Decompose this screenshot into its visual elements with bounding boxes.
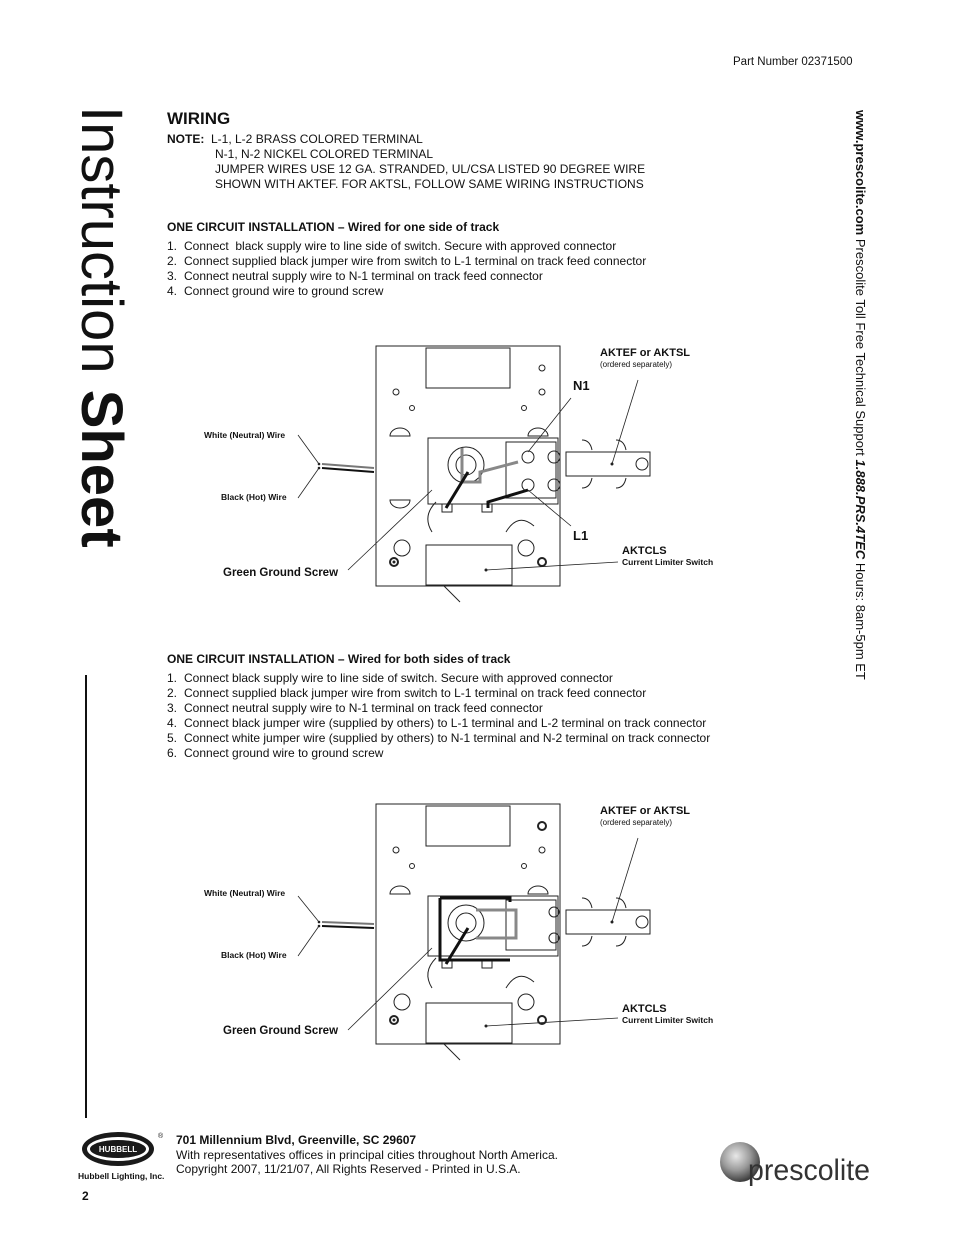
section1-steps	[167, 239, 646, 299]
ground-screw-label: Green Ground Screw	[223, 567, 339, 579]
connector-clip	[616, 478, 626, 488]
ground-wire-loop	[506, 976, 534, 988]
switch-body	[426, 545, 512, 585]
plate-tab-top	[426, 806, 510, 846]
black-jumper-wire	[446, 472, 528, 508]
keyhole-slot	[394, 540, 410, 556]
note-line: L-1, L-2 BRASS COLORED TERMINAL	[211, 132, 423, 146]
step-item: 4. Connect black jumper wire (supplied by others) to L-1 terminal and L-2 terminal on track connector	[167, 716, 707, 730]
svg-text:Instruction Sheet	[69, 106, 134, 548]
white-neutral-lead	[462, 448, 518, 482]
white-supply-wire	[322, 922, 374, 924]
plate-hole	[393, 847, 399, 853]
switch-body	[426, 1003, 512, 1043]
keyhole-slot	[528, 428, 548, 436]
section1-title: ONE CIRCUIT INSTALLATION – Wired for one side of track	[167, 220, 500, 234]
footer-reps: With representatives offices in principal cities throughout North America.	[176, 1147, 558, 1162]
black-wire-label: Black (Hot) Wire	[221, 492, 287, 502]
connector-clip	[582, 898, 592, 908]
title-light: Instruction	[69, 106, 134, 390]
plate-hole	[538, 822, 546, 830]
wiring-heading: WIRING	[167, 109, 231, 128]
step-item: 1. Connect black supply wire to line side of switch. Secure with approved connector	[167, 671, 613, 685]
instruction-sheet-title	[69, 104, 136, 684]
prescolite-logo	[718, 1136, 878, 1196]
black-wire-label: Black (Hot) Wire	[221, 950, 287, 960]
wiring-diagram-both-sides	[176, 798, 736, 1068]
note-line: N-1, N-2 NICKEL COLORED TERMINAL	[215, 147, 434, 161]
step-item: 1. Connect black supply wire to line side of switch. Secure with approved connector	[167, 239, 617, 253]
ground-wire-loop	[428, 958, 436, 988]
connector-end	[636, 916, 648, 928]
switch-name-label: AKTCLS	[622, 1003, 667, 1015]
section2-title: ONE CIRCUIT INSTALLATION – Wired for both sides of track	[167, 652, 511, 666]
step-item: 2. Connect supplied black jumper wire from switch to L-1 terminal on track feed connector	[167, 254, 647, 268]
step-item: 2. Connect supplied black jumper wire from switch to L-1 terminal on track feed connector	[167, 686, 647, 700]
step-item: 3. Connect neutral supply wire to N-1 terminal on track feed connector	[167, 269, 543, 283]
track-feed-connector	[566, 910, 650, 934]
ground-screw	[393, 561, 396, 564]
white-wire-label: White (Neutral) Wire	[204, 888, 286, 898]
svg-text:www.prescolite.com Prescolite	[853, 109, 868, 680]
step-item: 6. Connect ground wire to ground screw	[167, 746, 384, 760]
mounting-plate	[376, 346, 560, 586]
keyhole-slot	[390, 428, 410, 436]
track-feed-block	[428, 896, 558, 956]
hubbell-subtitle: Hubbell Lighting, Inc.	[78, 1171, 165, 1181]
support-text: Prescolite Toll Free Technical Support	[853, 238, 868, 460]
hubbell-badge-text: HUBBELL	[98, 1145, 138, 1154]
note-line: SHOWN WITH AKTEF. FOR AKTSL, FOLLOW SAME WIRING INSTRUCTIONS	[215, 177, 644, 191]
section2-steps	[167, 671, 710, 761]
support-phone: 1.888.PRS.4TEC	[853, 459, 868, 560]
n1-label: N1	[573, 378, 590, 393]
switch-desc-label: Current Limiter Switch	[622, 557, 714, 567]
white-wire-label: White (Neutral) Wire	[204, 430, 286, 440]
step-item: 5. Connect white jumper wire (supplied by others) to N-1 terminal and N-2 terminal on track connector	[167, 731, 711, 745]
feed-name-label: AKTEF or AKTSL	[600, 805, 691, 817]
terminal-block	[506, 442, 556, 498]
page-number: 2	[82, 1189, 89, 1203]
black-supply-wire	[322, 926, 374, 928]
switch-desc-label: Current Limiter Switch	[622, 1015, 714, 1025]
side-rule	[85, 675, 87, 1118]
terminal-n1	[522, 451, 534, 463]
plate-hole	[410, 406, 415, 411]
connector-clip	[582, 478, 592, 488]
note-line: JUMPER WIRES USE 12 GA. STRANDED, UL/CSA LISTED 90 DEGREE WIRE	[215, 162, 646, 176]
feed-note-label: (ordered separately)	[600, 360, 673, 369]
plate-hole	[539, 389, 545, 395]
feed-name-label: AKTEF or AKTSL	[600, 347, 691, 359]
plate-hole	[539, 365, 545, 371]
plate-hole	[522, 406, 527, 411]
footer-address-block	[176, 1133, 558, 1177]
plate-hole	[538, 558, 546, 566]
keyhole-slot	[390, 886, 410, 894]
plate-hole	[410, 864, 415, 869]
step-item: 3. Connect neutral supply wire to N-1 terminal on track feed connector	[167, 701, 543, 715]
switch-name-label: AKTCLS	[622, 545, 667, 557]
ground-screw	[393, 1019, 396, 1022]
track-feed-block	[428, 438, 558, 504]
feed-note-label: (ordered separately)	[600, 818, 673, 827]
website-link: www.prescolite.com	[853, 110, 868, 236]
title-bold: Sheet	[69, 389, 134, 548]
connector-clip	[582, 936, 592, 946]
l1-label: L1	[573, 528, 589, 543]
mounting-plate	[376, 804, 560, 1044]
connector-clip	[616, 936, 626, 946]
plate-hole	[522, 864, 527, 869]
track-feed-connector	[566, 452, 650, 476]
footer-copyright: Copyright 2007, 11/21/07, All Rights Reserved - Printed in U.S.A.	[176, 1162, 521, 1176]
connector-clip	[582, 440, 592, 450]
ground-wire-loop	[506, 520, 534, 532]
support-contact	[848, 108, 878, 828]
note-label: NOTE:	[167, 132, 205, 146]
keyhole-slot	[394, 994, 410, 1010]
wiring-diagram-one-side	[176, 340, 736, 610]
ground-screw-label: Green Ground Screw	[223, 1025, 339, 1037]
conduit-knockout	[456, 455, 476, 475]
plate-hole	[393, 389, 399, 395]
keyhole-slot	[528, 886, 548, 894]
keyhole-slot	[518, 540, 534, 556]
footer-address: 701 Millennium Blvd, Greenville, SC 29607	[176, 1133, 417, 1147]
black-supply-wire	[322, 468, 374, 472]
ground-wire-loop	[428, 502, 436, 532]
part-number: Part Number 02371500	[733, 56, 853, 68]
plate-hole	[539, 847, 545, 853]
prescolite-wordmark: prescolite	[748, 1154, 870, 1187]
registered-mark: ®	[158, 1133, 164, 1140]
connector-end	[636, 458, 648, 470]
terminal-block	[506, 900, 556, 950]
keyhole-slot	[390, 500, 410, 508]
plate-tab-top	[426, 348, 510, 388]
white-supply-wire	[322, 464, 374, 468]
step-item: 4. Connect ground wire to ground screw	[167, 284, 384, 298]
support-hours: Hours: 8am-5pm ET	[853, 562, 868, 680]
wiring-note	[167, 132, 645, 192]
hubbell-logo	[78, 1129, 170, 1185]
terminal-l1	[522, 479, 534, 491]
keyhole-slot	[518, 994, 534, 1010]
